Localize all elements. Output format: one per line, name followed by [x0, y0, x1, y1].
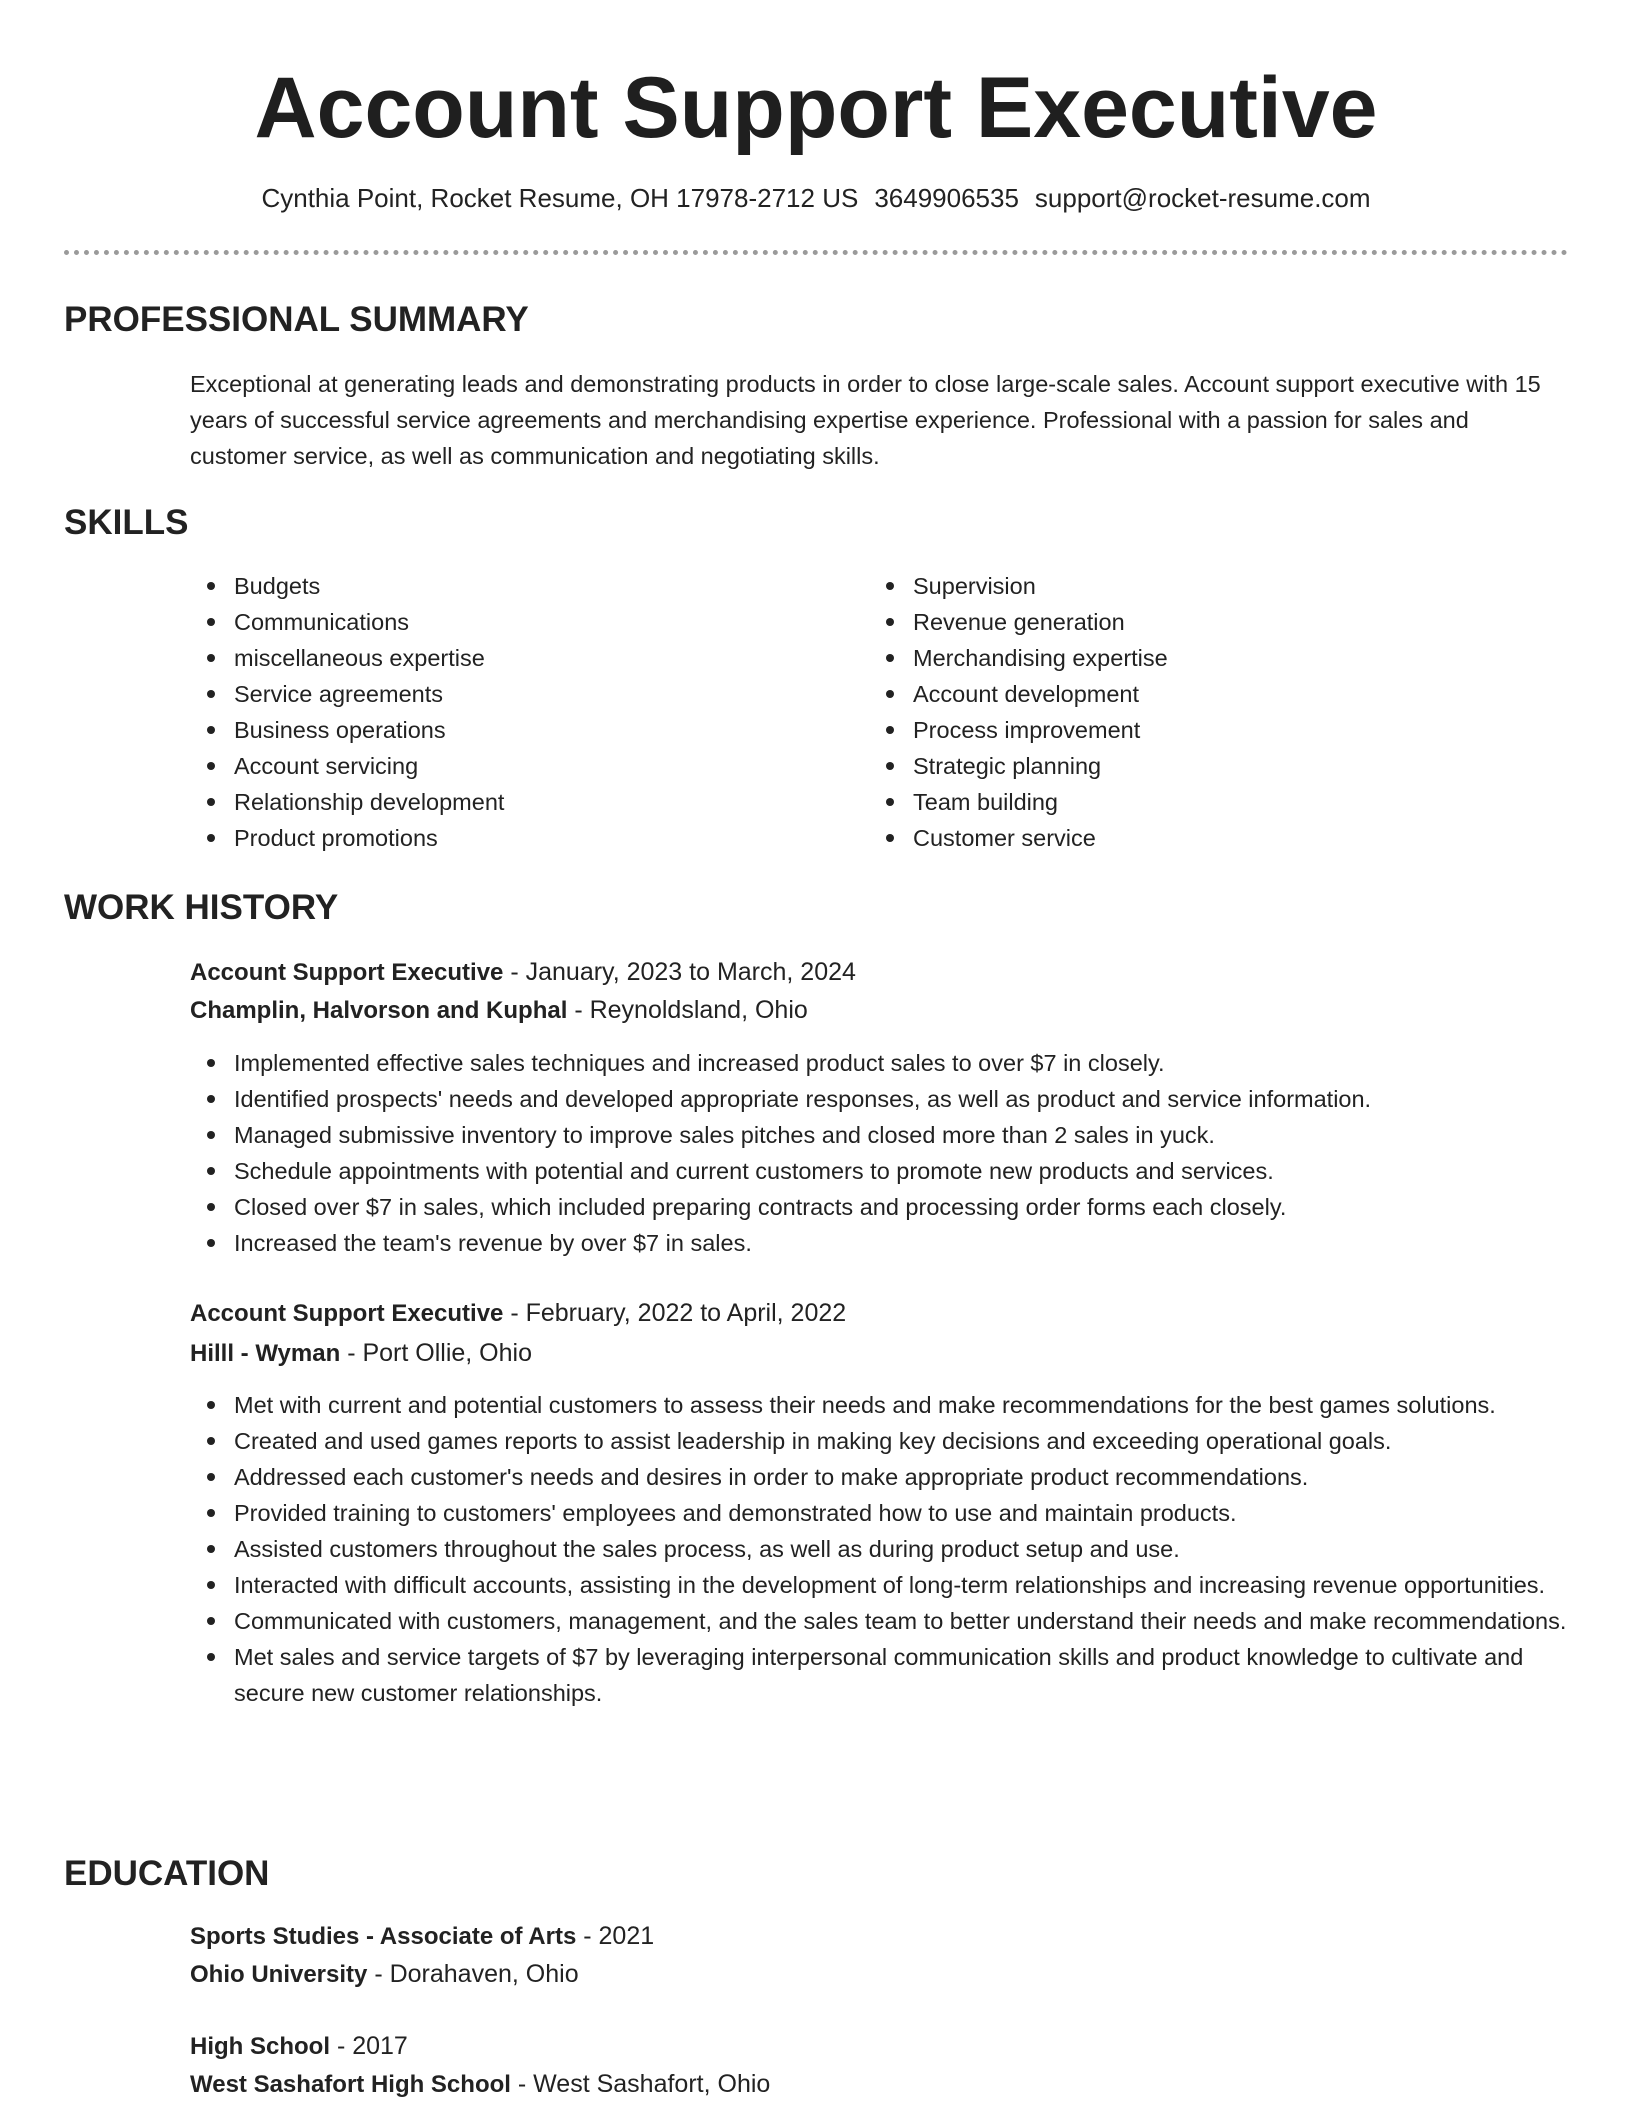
education-heading: EDUCATION — [64, 1854, 270, 1893]
skill-item: Merchandising expertise — [869, 640, 1509, 676]
job-dates: - February, 2022 to April, 2022 — [503, 1299, 847, 1327]
job-bullet: Addressed each customer's needs and desires in order to make appropriate product recommendations. — [190, 1459, 1580, 1495]
education-degree: High School — [190, 2033, 330, 2060]
job-bullet: Interacted with difficult accounts, assisting in the development of long-term relationships and increasing revenue opportunities. — [190, 1567, 1580, 1603]
job-company-line — [190, 992, 808, 1029]
job-bullet: Schedule appointments with potential and current customers to promote new products and services. — [190, 1153, 1580, 1189]
contact-address: Cynthia Point, Rocket Resume, OH 17978-2712 US — [261, 183, 859, 213]
job-bullet: Implemented effective sales techniques and increased product sales to over $7 in closely. — [190, 1045, 1580, 1081]
skill-item: Account development — [869, 676, 1509, 712]
skill-item: Business operations — [190, 712, 830, 748]
education-degree-line — [190, 1918, 654, 1955]
job-bullet: Managed submissive inventory to improve sales pitches and closed more than 2 sales in yuck. — [190, 1117, 1580, 1153]
job-bullets — [190, 1387, 1580, 1711]
job-location: - Port Ollie, Ohio — [340, 1339, 532, 1367]
job-company-line — [190, 1335, 532, 1372]
contact-line — [0, 180, 1632, 216]
job-title-line — [190, 954, 856, 991]
job-bullet: Met with current and potential customers to assess their needs and make recommendations for the best games solutions. — [190, 1387, 1580, 1423]
job-role: Account Support Executive — [190, 1300, 504, 1327]
job-bullet: Provided training to customers' employees and demonstrated how to use and maintain products. — [190, 1495, 1580, 1531]
job-title-line — [190, 1295, 846, 1332]
skill-item: Customer service — [869, 820, 1509, 856]
skill-item: Process improvement — [869, 712, 1509, 748]
job-bullet: Closed over $7 in sales, which included preparing contracts and processing order forms each closely. — [190, 1189, 1580, 1225]
job-dates: - January, 2023 to March, 2024 — [503, 958, 856, 986]
skills-list-left — [190, 568, 830, 856]
education-location: - Dorahaven, Ohio — [367, 1960, 579, 1988]
header-divider — [64, 250, 1568, 255]
skills-list-right — [869, 568, 1509, 856]
summary-heading: PROFESSIONAL SUMMARY — [64, 300, 529, 339]
skill-item: Strategic planning — [869, 748, 1509, 784]
job-bullets — [190, 1045, 1580, 1261]
skill-item: Product promotions — [190, 820, 830, 856]
job-company: Hilll - Wyman — [190, 1340, 341, 1367]
job-bullet: Assisted customers throughout the sales process, as well as during product setup and use. — [190, 1531, 1580, 1567]
job-company: Champlin, Halvorson and Kuphal — [190, 997, 568, 1024]
skill-item: miscellaneous expertise — [190, 640, 830, 676]
skill-item: Budgets — [190, 568, 830, 604]
skill-item: Team building — [869, 784, 1509, 820]
job-bullet: Created and used games reports to assist leadership in making key decisions and exceeding operational goals. — [190, 1423, 1580, 1459]
contact-email: support@rocket-resume.com — [1034, 183, 1371, 213]
job-bullet: Increased the team's revenue by over $7 in sales. — [190, 1225, 1580, 1261]
skill-item: Relationship development — [190, 784, 830, 820]
contact-phone: 3649906535 — [874, 183, 1019, 213]
education-school-line — [190, 1956, 579, 1993]
skill-item: Communications — [190, 604, 830, 640]
skill-item: Supervision — [869, 568, 1509, 604]
education-year: - 2017 — [330, 2032, 408, 2060]
skill-item: Revenue generation — [869, 604, 1509, 640]
skill-item: Account servicing — [190, 748, 830, 784]
education-school-line — [190, 2066, 770, 2103]
job-location: - Reynoldsland, Ohio — [567, 996, 808, 1024]
job-bullet: Met sales and service targets of $7 by leveraging interpersonal communication skills and product knowledge to cultivate and secure new customer relationships. — [190, 1639, 1580, 1711]
job-role: Account Support Executive — [190, 959, 504, 986]
education-school: Ohio University — [190, 1961, 368, 1988]
education-degree: Sports Studies - Associate of Arts — [190, 1923, 577, 1950]
education-year: - 2021 — [576, 1922, 655, 1950]
summary-text: Exceptional at generating leads and demonstrating products in order to close large-scale sales. Account support executive with 15 years of successful service agreements and merchandising expertise experience. Professional with a passion for sales and customer service, as well as communication and negotiating skills. — [190, 371, 1541, 469]
skill-item: Service agreements — [190, 676, 830, 712]
education-degree-line — [190, 2028, 408, 2065]
resume-name: Account Support Executive — [254, 60, 1378, 156]
work-heading: WORK HISTORY — [64, 888, 339, 927]
education-location: - West Sashafort, Ohio — [510, 2070, 771, 2098]
skills-heading: SKILLS — [64, 503, 189, 542]
job-bullet: Identified prospects' needs and developed appropriate responses, as well as product and service information. — [190, 1081, 1580, 1117]
education-school: West Sashafort High School — [190, 2071, 511, 2098]
job-bullet: Communicated with customers, management, and the sales team to better understand their needs and make recommendations. — [190, 1603, 1580, 1639]
